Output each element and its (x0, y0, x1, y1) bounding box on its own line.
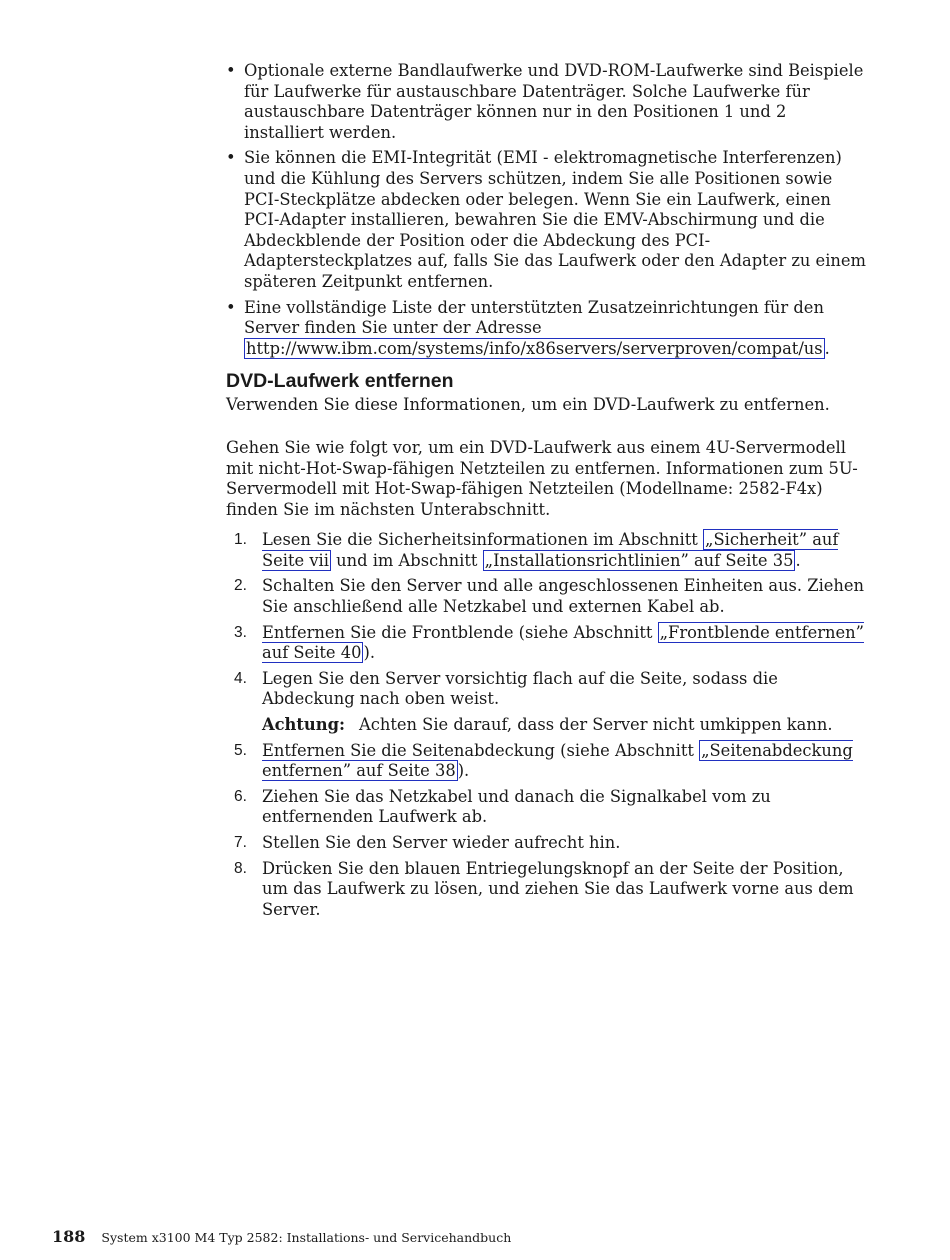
step-number: 5. (234, 741, 247, 759)
bullet-text: . (824, 338, 830, 358)
section-heading: DVD-Laufwerk entfernen (226, 370, 454, 393)
procedure-steps (226, 530, 871, 710)
step-number: 4. (234, 669, 247, 687)
safety-link[interactable]: „Sicherheit” auf Seite vii (262, 530, 839, 570)
step-number: 7. (234, 834, 247, 851)
step-item (226, 833, 871, 854)
procedure-steps-continued (226, 741, 871, 921)
list-item (226, 298, 871, 360)
step-text: Ziehen Sie das Netzkabel und danach die Signalkabel vom zu entfernenden Laufwerk ab. (262, 786, 771, 827)
bullet-text: Sie können die EMI-Integrität (EMI - elektromagnetische Interferenzen) und die Kühlung des Servers schützen, indem Sie alle Positionen sowie PCI-Steckplätze abdecken oder belegen. Wenn Sie ein Laufwerk, einen PCI-Adapter installieren, bewahren Sie die EMV-Abschirmung und die Abdeckblende der Position oder die Abdeckung des PCI-Adaptersteckplatzes auf, falls Sie das Laufwerk oder den Adapter zu einem späteren Zeitpunkt entfernen. (244, 148, 866, 291)
step-text: Lesen Sie die Sicherheitsinformationen im Abschnitt (262, 530, 704, 550)
step-text: ). (457, 761, 470, 781)
section-intro: Gehen Sie wie folgt vor, um ein DVD-Laufwerk aus einem 4U-Servermodell mit nicht-Hot-Swap-fähigen Netzteilen zu entfernen. Informationen zum 5U-Servermodell mit Hot-Swap-fähigen Netzteilen (Modellname: 2582-F4x) finden Sie im nächsten Unterabschnitt. (226, 437, 858, 519)
list-item (226, 148, 871, 292)
step-number: 3. (234, 623, 247, 641)
side-cover-removal-link[interactable]: „Seitenabdeckung entfernen” auf Seite 38 (262, 740, 853, 781)
bullet-icon: • (226, 61, 236, 80)
attention-label: Achtung: (262, 715, 345, 735)
step-number: 1. (234, 531, 247, 549)
note-list (226, 61, 871, 359)
step-number: 2. (234, 577, 247, 595)
page-footer (52, 1227, 511, 1246)
serverproven-link[interactable]: http://www.ibm.com/systems/info/x86servers/serverproven/compat/us (246, 338, 823, 358)
step-item (226, 787, 871, 828)
step-text: Entfernen Sie die Seitenabdeckung (siehe Abschnitt (262, 740, 700, 760)
bezel-removal-link[interactable]: „Frontblende entfernen” auf Seite 40 (262, 622, 864, 663)
step-item (226, 576, 871, 617)
step-text: Entfernen Sie die Frontblende (siehe Abschnitt (262, 622, 658, 642)
step-text: Schalten Sie den Server und alle angeschlossenen Einheiten aus. Ziehen Sie anschließend alle Netzkabel und externen Kabel ab. (262, 576, 865, 617)
step-text: . (795, 550, 801, 570)
step-item (226, 741, 871, 782)
attention-note (226, 715, 871, 736)
page-body (226, 61, 871, 925)
step-text: Stellen Sie den Server wieder aufrecht hin. (262, 833, 621, 852)
footer-title: System x3100 M4 Typ 2582: Installations- und Servicehandbuch (101, 1230, 512, 1245)
step-text: Legen Sie den Server vorsichtig flach auf die Seite, sodass die Abdeckung nach oben weist. (262, 668, 778, 709)
step-text: ). (363, 643, 375, 663)
attention-text: Achten Sie darauf, dass der Server nicht umkippen kann. (358, 715, 833, 735)
page-number: 188 (52, 1227, 86, 1246)
bullet-icon: • (226, 148, 236, 168)
bullet-icon: • (226, 297, 236, 317)
installation-guidelines-link[interactable]: „Installationsrichtlinien” auf Seite 35 (484, 550, 794, 570)
step-item (226, 859, 871, 921)
step-text: Drücken Sie den blauen Entriegelungsknopf an der Seite der Position, um das Laufwerk zu lösen, und ziehen Sie das Laufwerk vorne aus dem Server. (262, 858, 854, 919)
list-item (226, 61, 871, 143)
step-item (226, 530, 871, 571)
step-number: 8. (234, 859, 247, 877)
bullet-text: Optionale externe Bandlaufwerke und DVD-ROM-Laufwerke sind Beispiele für Laufwerke für austauschbare Datenträger. Solche Laufwerke für austauschbare Datenträger können nur in den Positionen 1 und 2 installiert werden. (244, 61, 864, 142)
section-summary: Verwenden Sie diese Informationen, um ein DVD-Laufwerk zu entfernen. (226, 395, 830, 415)
step-item (226, 669, 871, 710)
step-number: 6. (234, 787, 247, 805)
bullet-text: Eine vollständige Liste der unterstützten Zusatzeinrichtungen für den Server finden Sie unter der Adresse (244, 297, 824, 338)
step-text: und im Abschnitt (330, 550, 483, 570)
step-item (226, 623, 871, 664)
